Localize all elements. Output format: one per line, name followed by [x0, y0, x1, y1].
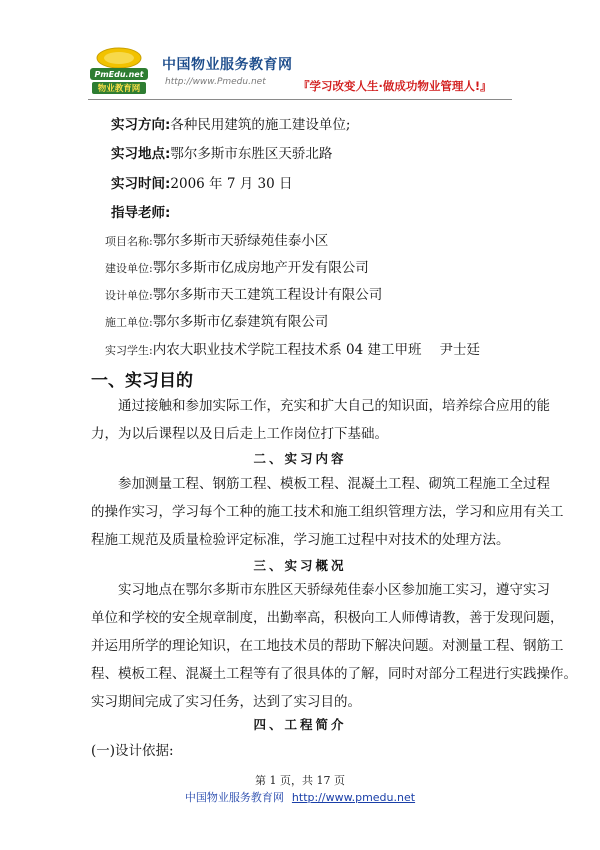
- paragraph-line: 程施工规范及质量检验评定标准，学习施工过程中对技术的处理方法。: [91, 532, 510, 548]
- section1-heading: 一、实习目的: [91, 371, 193, 391]
- location-value: 鄂尔多斯市东胜区天骄北路: [170, 146, 333, 162]
- section4-heading: 四、工程简介: [253, 717, 347, 732]
- project-value: 鄂尔多斯市天骄绿苑佳泰小区: [152, 233, 329, 249]
- logo-text-bottom: 物业教育网: [97, 84, 141, 94]
- logo-text-top: PmEdu.net: [94, 70, 144, 79]
- owner-label: 建设单位:: [105, 262, 153, 275]
- page-footer: [0, 789, 600, 805]
- construction-value: 鄂尔多斯市亿泰建筑有限公司: [152, 314, 329, 330]
- time-label: 实习时间:: [111, 176, 171, 192]
- paragraph-line: 单位和学校的安全规章制度，出勤率高，积极向工人师傅请教，善于发现问题，: [91, 610, 564, 626]
- section2-paragraph: [91, 470, 564, 554]
- student-value: 内农大职业技术学院工程技术系 04 建工甲班: [152, 342, 422, 358]
- paragraph-line: 实习期间完成了实习任务，达到了实习目的。: [91, 694, 361, 710]
- time-row: [111, 172, 293, 192]
- site-name: 中国物业服务教育网: [162, 57, 293, 73]
- project-row: [105, 229, 328, 249]
- paragraph-line: 程、模板工程、混凝土工程等有了很具体的了解，同时对部分工程进行实践操作。: [91, 666, 577, 682]
- page-number: 第 1 页，共 17 页: [255, 774, 345, 787]
- direction-row: [111, 113, 350, 133]
- student-name: 尹士廷: [439, 342, 480, 358]
- project-label: 项目名称:: [105, 235, 153, 248]
- header-divider: [88, 99, 512, 100]
- direction-value: 各种民用建筑的施工建设单位;: [170, 117, 351, 133]
- location-label: 实习地点:: [111, 146, 171, 162]
- section1-paragraph: [91, 392, 550, 448]
- teacher-label: 指导老师:: [111, 205, 171, 221]
- section2-heading: 二、实习内容: [253, 451, 347, 466]
- paragraph-line: 参加测量工程、钢筋工程、模板工程、混凝土工程、砌筑工程施工全过程: [118, 476, 550, 492]
- student-label: 实习学生:: [105, 344, 153, 357]
- direction-label: 实习方向:: [111, 117, 171, 133]
- footer-url-link[interactable]: http://www.pmedu.net: [291, 791, 416, 804]
- section3-paragraph: [91, 576, 577, 716]
- site-url[interactable]: http://www.Pmedu.net: [165, 77, 266, 87]
- section3-heading: 三、实习概况: [253, 558, 347, 573]
- site-logo: [88, 44, 150, 96]
- slogan: 『学习改变人生·做成功物业管理人!』: [298, 79, 492, 93]
- paragraph-line: 并运用所学的理论知识，在工地技术员的帮助下解决问题。对测量工程、钢筋工: [91, 638, 564, 654]
- paragraph-line: 力，为以后课程以及日后走上工作岗位打下基础。: [91, 426, 388, 442]
- design-label: 设计单位:: [105, 289, 153, 302]
- design-value: 鄂尔多斯市天工建筑工程设计有限公司: [152, 287, 383, 303]
- owner-value: 鄂尔多斯市亿成房地产开发有限公司: [152, 260, 369, 276]
- paragraph-line: 通过接触和参加实际工作，充实和扩大自己的知识面，培养综合应用的能: [118, 398, 550, 414]
- section4-subheading: (一)设计依据:: [91, 743, 174, 759]
- page-header: [0, 0, 600, 102]
- student-row: [105, 338, 480, 358]
- teacher-row: [111, 201, 170, 221]
- construction-label: 施工单位:: [105, 316, 153, 329]
- design-row: [105, 283, 382, 303]
- construction-row: [105, 310, 328, 330]
- footer-site-link[interactable]: 中国物业服务教育网: [184, 791, 284, 804]
- paragraph-line: 实习地点在鄂尔多斯市东胜区天骄绿苑佳泰小区参加施工实习，遵守实习: [118, 582, 550, 598]
- time-value: 2006 年 7 月 30 日: [170, 176, 293, 192]
- location-row: [111, 142, 332, 162]
- paragraph-line: 的操作实习，学习每个工种的施工技术和施工组织管理方法，学习和应用有关工: [91, 504, 564, 520]
- owner-row: [105, 256, 369, 276]
